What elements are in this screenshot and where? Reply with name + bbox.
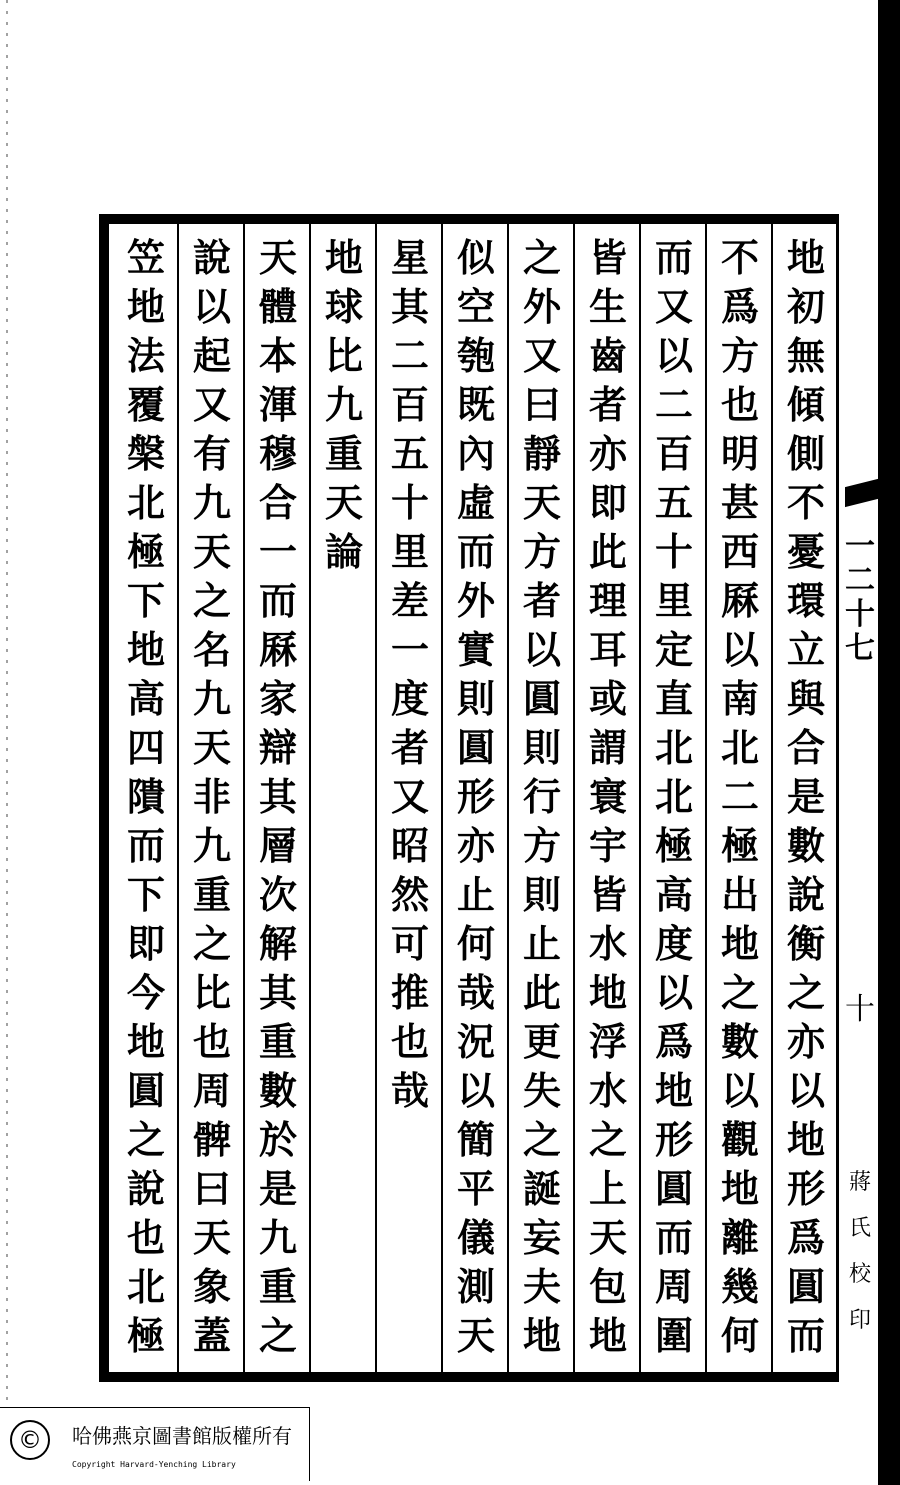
text-char: 形	[786, 1166, 825, 1211]
text-char: 推	[390, 970, 429, 1015]
text-char: 形	[456, 774, 495, 819]
text-char: 高	[654, 872, 693, 917]
text-char: 又	[522, 333, 561, 378]
text-char: 則	[522, 725, 561, 770]
text-column	[184, 234, 240, 1369]
column-divider	[771, 224, 773, 1372]
text-char: 天	[324, 480, 363, 525]
column-divider	[573, 224, 575, 1372]
text-char: 初	[786, 284, 825, 329]
text-char: 合	[786, 725, 825, 770]
text-char: 匏	[456, 333, 495, 378]
text-char: 即	[126, 921, 165, 966]
text-char: 隤	[126, 774, 165, 819]
text-char: 哉	[390, 1068, 429, 1113]
column-divider	[441, 224, 443, 1372]
text-char: 實	[456, 627, 495, 672]
text-column	[382, 234, 438, 1369]
text-char: 形	[654, 1117, 693, 1162]
text-char: 差	[390, 578, 429, 623]
column-divider	[705, 224, 707, 1372]
text-char: 傾	[786, 382, 825, 427]
text-char: 也	[192, 1019, 231, 1064]
text-char: 厤	[720, 578, 759, 623]
text-char: 五	[654, 480, 693, 525]
text-char: 然	[390, 872, 429, 917]
text-char: 天	[258, 235, 297, 280]
text-column	[646, 234, 702, 1369]
text-char: 方	[720, 333, 759, 378]
text-char: 地	[324, 235, 363, 280]
text-char: 厤	[258, 627, 297, 672]
text-char: 甚	[720, 480, 759, 525]
text-char: 十	[654, 529, 693, 574]
copyright-title: 哈佛燕京圖書館版權所有	[72, 1424, 292, 1448]
text-char: 九	[192, 480, 231, 525]
text-char: 而	[654, 1215, 693, 1260]
text-char: 周	[654, 1264, 693, 1309]
text-char: 北	[126, 480, 165, 525]
text-char: 地	[654, 1068, 693, 1113]
text-column	[580, 234, 636, 1369]
text-char: 觀	[720, 1117, 759, 1162]
text-char: 西	[720, 529, 759, 574]
text-char: 外	[456, 578, 495, 623]
text-char: 側	[786, 431, 825, 476]
text-char: 百	[390, 382, 429, 427]
text-char: 可	[390, 921, 429, 966]
text-char: 地	[126, 1019, 165, 1064]
column-divider	[177, 224, 179, 1372]
text-char: 定	[654, 627, 693, 672]
text-char: 地	[126, 284, 165, 329]
margin-title: 一二十七	[845, 529, 875, 666]
text-char: 地	[720, 921, 759, 966]
text-char: 而	[456, 529, 495, 574]
text-char: 上	[588, 1166, 627, 1211]
text-char: 況	[456, 1019, 495, 1064]
text-char: 也	[126, 1215, 165, 1260]
text-char: 平	[456, 1166, 495, 1211]
text-char: 止	[456, 872, 495, 917]
text-char: 地	[588, 1313, 627, 1358]
text-char: 象	[192, 1264, 231, 1309]
text-char: 夫	[522, 1264, 561, 1309]
text-char: 渾	[258, 382, 297, 427]
text-char: 此	[522, 970, 561, 1015]
text-char: 名	[192, 627, 231, 672]
text-char: 比	[324, 333, 363, 378]
text-column	[118, 234, 174, 1369]
text-char: 其	[258, 774, 297, 819]
text-char: 方	[522, 823, 561, 868]
column-divider	[243, 224, 245, 1372]
text-char: 髀	[192, 1117, 231, 1162]
text-char: 天	[192, 529, 231, 574]
text-char: 生	[588, 284, 627, 329]
text-char: 重	[258, 1019, 297, 1064]
text-char: 而	[786, 1313, 825, 1358]
text-char: 穆	[258, 431, 297, 476]
text-column	[778, 234, 834, 1369]
text-char: 外	[522, 284, 561, 329]
text-char: 之	[522, 1117, 561, 1162]
text-char: 論	[324, 529, 363, 574]
text-char: 是	[786, 774, 825, 819]
text-char: 以	[654, 333, 693, 378]
text-char: 齒	[588, 333, 627, 378]
text-char: 之	[786, 970, 825, 1015]
copyright-subtitle: Copyright Harvard-Yenching Library	[72, 1460, 236, 1469]
text-column	[514, 234, 570, 1369]
text-char: 家	[258, 676, 297, 721]
text-char: 簡	[456, 1117, 495, 1162]
text-char: 空	[456, 284, 495, 329]
text-char: 地	[720, 1166, 759, 1211]
column-divider	[309, 224, 311, 1372]
spine-dots	[6, 0, 8, 1405]
fish-tail-mark	[845, 479, 878, 507]
text-char: 高	[126, 676, 165, 721]
text-char: 法	[126, 333, 165, 378]
text-char: 浮	[588, 1019, 627, 1064]
text-char: 以	[456, 1068, 495, 1113]
text-char: 誕	[522, 1166, 561, 1211]
text-char: 數	[786, 823, 825, 868]
text-char: 更	[522, 1019, 561, 1064]
text-char: 此	[588, 529, 627, 574]
text-char: 有	[192, 431, 231, 476]
column-divider	[507, 224, 509, 1372]
text-char: 地	[786, 1117, 825, 1162]
text-char: 九	[324, 382, 363, 427]
text-char: 槃	[126, 431, 165, 476]
text-char: 天	[522, 480, 561, 525]
text-char: 說	[192, 235, 231, 280]
text-char: 宇	[588, 823, 627, 868]
text-char: 地	[522, 1313, 561, 1358]
text-char: 與	[786, 676, 825, 721]
text-char: 之	[522, 235, 561, 280]
text-char: 本	[258, 333, 297, 378]
text-char: 耳	[588, 627, 627, 672]
text-char: 球	[324, 284, 363, 329]
text-char: 重	[258, 1264, 297, 1309]
text-char: 止	[522, 921, 561, 966]
text-char: 又	[192, 382, 231, 427]
text-char: 也	[390, 1019, 429, 1064]
text-char: 靜	[522, 431, 561, 476]
text-char: 又	[390, 774, 429, 819]
text-char: 圍	[654, 1313, 693, 1358]
text-char: 五	[390, 431, 429, 476]
text-char: 亦	[456, 823, 495, 868]
text-char: 爲	[720, 284, 759, 329]
text-char: 極	[654, 823, 693, 868]
text-char: 九	[258, 1215, 297, 1260]
text-char: 圓	[786, 1264, 825, 1309]
text-char: 層	[258, 823, 297, 868]
text-char: 何	[720, 1313, 759, 1358]
text-char: 北	[654, 725, 693, 770]
text-char: 今	[126, 970, 165, 1015]
text-char: 二	[720, 774, 759, 819]
text-char: 也	[720, 382, 759, 427]
text-char: 以	[720, 1068, 759, 1113]
text-char: 天	[456, 1313, 495, 1358]
text-char: 失	[522, 1068, 561, 1113]
text-char: 非	[192, 774, 231, 819]
text-char: 即	[588, 480, 627, 525]
text-char: 北	[654, 774, 693, 819]
text-char: 之	[192, 578, 231, 623]
text-char: 之	[126, 1117, 165, 1162]
text-char: 二	[654, 382, 693, 427]
text-char: 水	[588, 1068, 627, 1113]
text-char: 水	[588, 921, 627, 966]
text-char: 天	[192, 1215, 231, 1260]
text-char: 圓	[126, 1068, 165, 1113]
text-char: 極	[126, 1313, 165, 1358]
text-char: 之	[192, 921, 231, 966]
text-char: 環	[786, 578, 825, 623]
text-char: 南	[720, 676, 759, 721]
text-char: 九	[192, 823, 231, 868]
text-char: 北	[720, 725, 759, 770]
text-char: 者	[522, 578, 561, 623]
text-char: 曰	[192, 1166, 231, 1211]
text-char: 度	[654, 921, 693, 966]
text-char: 包	[588, 1264, 627, 1309]
text-char: 虛	[456, 480, 495, 525]
text-char: 既	[456, 382, 495, 427]
text-char: 或	[588, 676, 627, 721]
text-char: 圓	[456, 725, 495, 770]
text-char: 之	[588, 1117, 627, 1162]
text-char: 數	[258, 1068, 297, 1113]
text-char: 而	[126, 823, 165, 868]
text-char: 說	[126, 1166, 165, 1211]
text-char: 星	[390, 235, 429, 280]
text-char: 爲	[654, 1019, 693, 1064]
text-char: 次	[258, 872, 297, 917]
text-char: 昭	[390, 823, 429, 868]
text-char: 明	[720, 431, 759, 476]
text-char: 百	[654, 431, 693, 476]
text-char: 重	[192, 872, 231, 917]
text-char: 合	[258, 480, 297, 525]
text-char: 天	[588, 1215, 627, 1260]
text-char: 謂	[588, 725, 627, 770]
text-char: 立	[786, 627, 825, 672]
text-char: 理	[588, 578, 627, 623]
text-char: 何	[456, 921, 495, 966]
copyright-stamp	[0, 1407, 310, 1481]
text-char: 解	[258, 921, 297, 966]
text-char: 一	[390, 627, 429, 672]
text-char: 覆	[126, 382, 165, 427]
text-char: 下	[126, 578, 165, 623]
text-char: 其	[258, 970, 297, 1015]
text-char: 曰	[522, 382, 561, 427]
text-char: 地	[126, 627, 165, 672]
text-char: 蓋	[192, 1313, 231, 1358]
text-char: 極	[720, 823, 759, 868]
text-char: 一	[258, 529, 297, 574]
text-char: 則	[522, 872, 561, 917]
text-char: 離	[720, 1215, 759, 1260]
text-char: 方	[522, 529, 561, 574]
text-char: 說	[786, 872, 825, 917]
text-char: 幾	[720, 1264, 759, 1309]
text-char: 北	[126, 1264, 165, 1309]
text-char: 無	[786, 333, 825, 378]
text-char: 而	[258, 578, 297, 623]
text-char: 數	[720, 1019, 759, 1064]
text-column	[448, 234, 504, 1369]
text-char: 比	[192, 970, 231, 1015]
margin-page-number: 十	[845, 992, 875, 1027]
text-char: 以	[192, 284, 231, 329]
text-char: 極	[126, 529, 165, 574]
text-char: 衡	[786, 921, 825, 966]
text-char: 以	[522, 627, 561, 672]
text-char: 皆	[588, 235, 627, 280]
text-char: 爲	[786, 1215, 825, 1260]
text-char: 似	[456, 235, 495, 280]
text-char: 辯	[258, 725, 297, 770]
text-char: 測	[456, 1264, 495, 1309]
text-column	[712, 234, 768, 1369]
text-char: 度	[390, 676, 429, 721]
text-char: 圓	[522, 676, 561, 721]
text-char: 又	[654, 284, 693, 329]
text-char: 皆	[588, 872, 627, 917]
text-char: 四	[126, 725, 165, 770]
text-char: 其	[390, 284, 429, 329]
column-divider	[375, 224, 377, 1372]
text-char: 亦	[588, 431, 627, 476]
frame-right-edge	[836, 214, 839, 1382]
margin-imprint: 蔣氏校印	[848, 1170, 871, 1333]
text-char: 於	[258, 1117, 297, 1162]
text-char: 則	[456, 676, 495, 721]
text-column	[316, 234, 372, 1369]
text-char: 以	[654, 970, 693, 1015]
text-char: 之	[720, 970, 759, 1015]
text-char: 妄	[522, 1215, 561, 1260]
text-char: 周	[192, 1068, 231, 1113]
text-char: 內	[456, 431, 495, 476]
text-char: 里	[654, 578, 693, 623]
text-char: 之	[258, 1313, 297, 1358]
text-char: 不	[786, 480, 825, 525]
text-char: 行	[522, 774, 561, 819]
text-char: 十	[390, 480, 429, 525]
text-char: 憂	[786, 529, 825, 574]
text-char: 不	[720, 235, 759, 280]
text-char: 二	[390, 333, 429, 378]
text-char: 儀	[456, 1215, 495, 1260]
text-char: 體	[258, 284, 297, 329]
text-char: 天	[192, 725, 231, 770]
text-char: 下	[126, 872, 165, 917]
copyright-icon: ©	[10, 1420, 50, 1460]
text-char: 是	[258, 1166, 297, 1211]
text-char: 而	[654, 235, 693, 280]
text-char: 哉	[456, 970, 495, 1015]
text-char: 以	[786, 1068, 825, 1113]
text-char: 者	[390, 725, 429, 770]
text-char: 亦	[786, 1019, 825, 1064]
text-char: 寰	[588, 774, 627, 819]
text-char: 里	[390, 529, 429, 574]
text-char: 九	[192, 676, 231, 721]
column-divider	[639, 224, 641, 1372]
page-edge-bar	[878, 0, 900, 1485]
text-char: 地	[786, 235, 825, 280]
text-char: 圓	[654, 1166, 693, 1211]
text-char: 直	[654, 676, 693, 721]
text-char: 出	[720, 872, 759, 917]
text-char: 者	[588, 382, 627, 427]
text-column	[250, 234, 306, 1369]
text-char: 地	[588, 970, 627, 1015]
text-char: 笠	[126, 235, 165, 280]
text-char: 重	[324, 431, 363, 476]
text-char: 以	[720, 627, 759, 672]
text-char: 起	[192, 333, 231, 378]
